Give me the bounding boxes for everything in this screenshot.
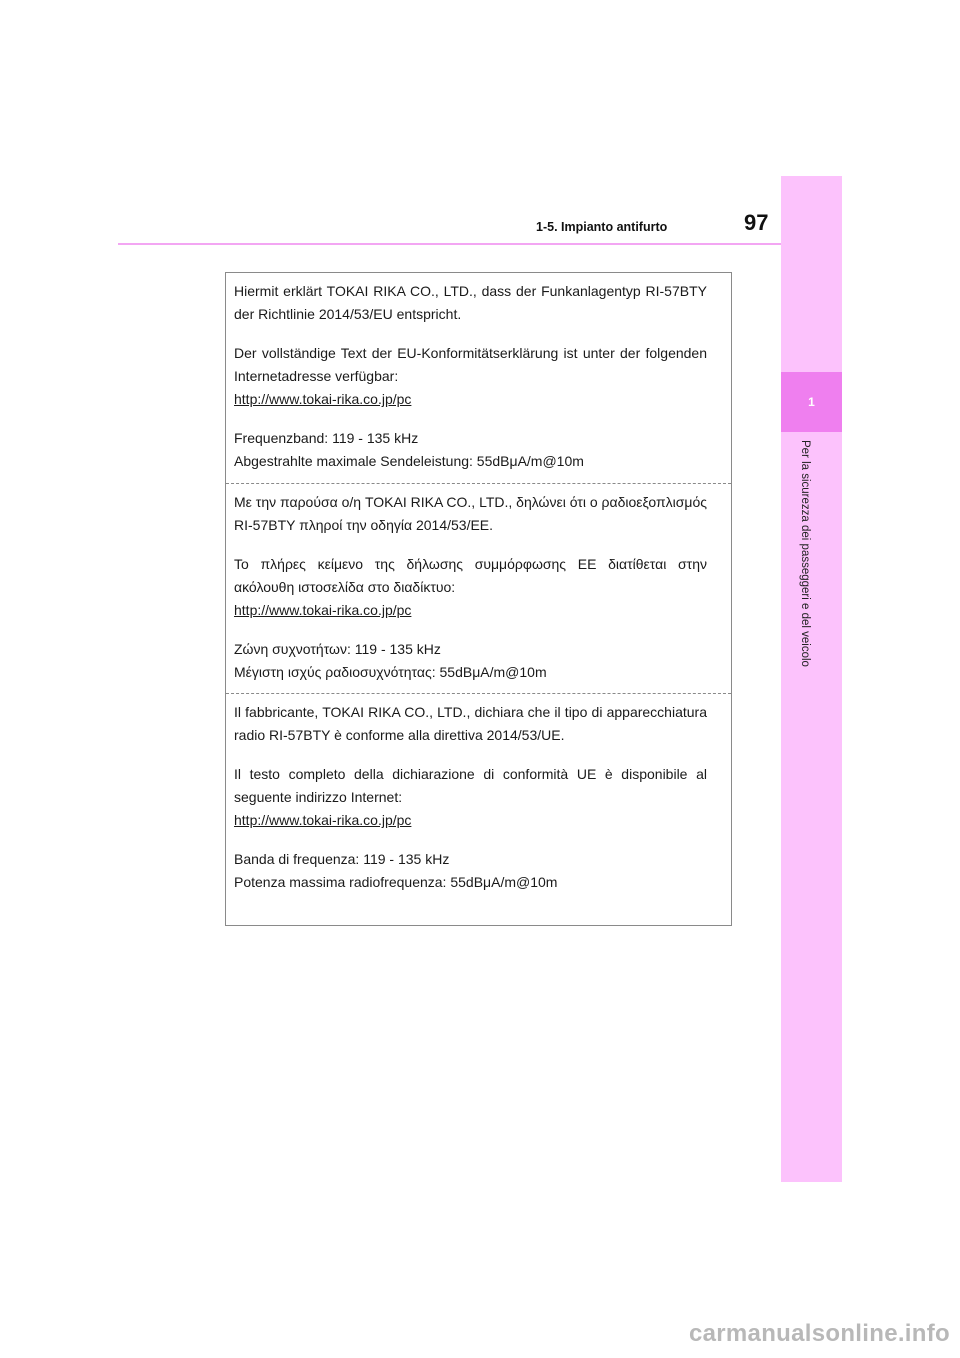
frequency-band: Banda di frequenza: 119 - 135 kHz	[234, 851, 450, 867]
technical-data	[234, 427, 707, 473]
full-text-paragraph	[234, 553, 707, 622]
declaration-text: Il fabbricante, TOKAI RIKA CO., LTD., dichiara che il tipo di apparecchiatura radio RI-57BTY è conforme alla direttiva 2014/53/UE.	[234, 704, 707, 743]
technical-data	[234, 848, 707, 894]
frequency-band: Ζώνη συχνοτήτων: 119 - 135 kHz	[234, 641, 441, 657]
declaration-section-greek	[226, 483, 731, 693]
frequency-band: Frequenzband: 119 - 135 kHz	[234, 430, 419, 446]
declaration-text: Hiermit erklärt TOKAI RIKA CO., LTD., dass der Funkanlagentyp RI-57BTY der Richtlinie 2014/53/EU entspricht.	[234, 283, 707, 322]
section-title: 1-5. Impianto antifurto	[536, 220, 668, 234]
page-number: 97	[744, 210, 769, 235]
full-text-intro: Το πλήρες κείμενο της δήλωσης συμμόρφωσης ΕΕ διατίθεται στην ακόλουθη ιστοσελίδα στο διαδίκτυο:	[234, 556, 707, 595]
full-text-intro: Il testo completo della dichiarazione di conformità UE è disponibile al seguente indirizzo Internet:	[234, 766, 707, 805]
technical-data	[234, 638, 707, 684]
header-divider	[118, 243, 781, 245]
full-text-paragraph	[234, 342, 707, 411]
max-power: Abgestrahlte maximale Sendeleistung: 55dBμA/m@10m	[234, 453, 584, 469]
declaration-url-link[interactable]: http://www.tokai-rika.co.jp/pc	[234, 391, 412, 407]
max-power: Μέγιστη ισχύς ραδιοσυχνότητας: 55dBμA/m@10m	[234, 664, 547, 680]
max-power: Potenza massima radiofrequenza: 55dBμA/m@10m	[234, 874, 558, 890]
full-text-intro: Der vollständige Text der EU-Konformitätserklärung ist unter der folgenden Internetadresse verfügbar:	[234, 345, 707, 384]
full-text-paragraph	[234, 763, 707, 832]
chapter-number: 1	[808, 395, 815, 409]
watermark: carmanualsonline.info	[688, 1320, 950, 1347]
declaration-url-link[interactable]: http://www.tokai-rika.co.jp/pc	[234, 812, 412, 828]
declaration-section-italian	[226, 693, 731, 925]
chapter-title: Per la sicurezza dei passeggeri e del veicolo	[799, 440, 811, 667]
declaration-text: Με την παρούσα ο/η TOKAI RIKA CO., LTD., δηλώνει ότι ο ραδιοεξοπλισμός RI-57BTY πληροί την οδηγία 2014/53/ΕΕ.	[234, 494, 707, 533]
declaration-url-link[interactable]: http://www.tokai-rika.co.jp/pc	[234, 602, 412, 618]
declaration-section-german	[226, 273, 731, 483]
conformity-declaration-box	[225, 272, 732, 926]
chapter-side-tab	[781, 176, 842, 1182]
